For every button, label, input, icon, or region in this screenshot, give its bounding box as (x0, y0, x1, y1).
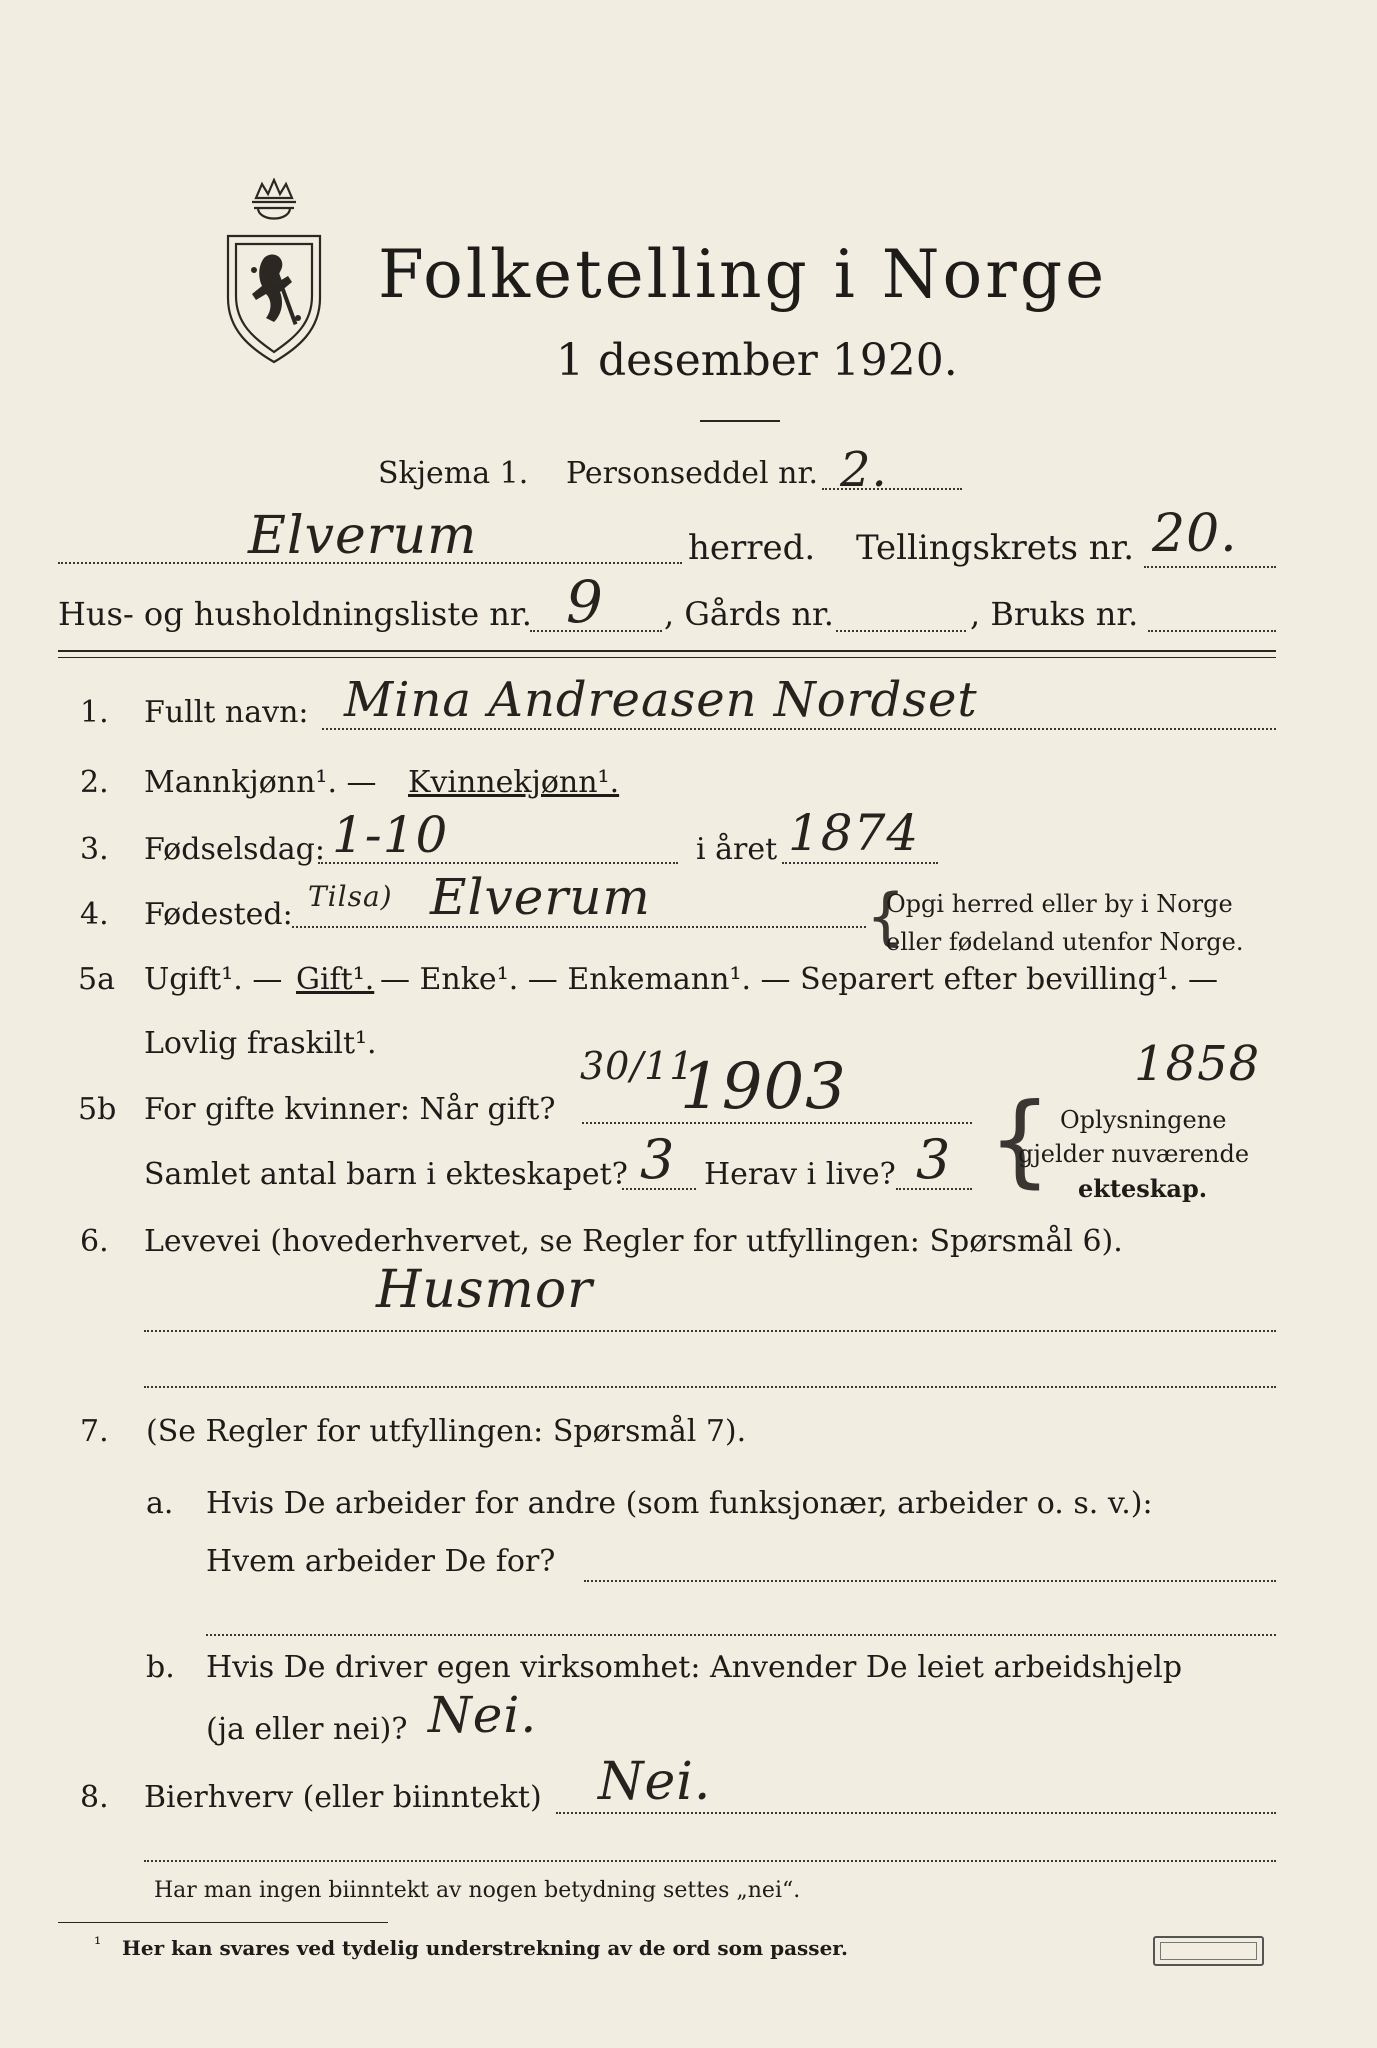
birth-year-field[interactable] (782, 862, 938, 864)
herred-label: herred. (688, 528, 816, 568)
q8-number: 8. (80, 1780, 109, 1815)
q7a-line1: Hvis De arbeider for andre (som funksjonær, arbeider o. s. v.): (206, 1486, 1153, 1521)
q4-note-1: Opgi herred eller by i Norge (886, 890, 1233, 918)
q5b-children-label: Samlet antal barn i ekteskapet? (144, 1157, 628, 1192)
side-income-value: Nei. (598, 1752, 712, 1812)
personseddel-label: Personseddel nr. (566, 456, 819, 491)
q4-number: 4. (80, 897, 109, 932)
married-year-value: 1903 (680, 1050, 847, 1124)
occupation-field-1[interactable] (144, 1330, 1276, 1332)
birthplace-value: Elverum (430, 868, 651, 926)
q6-number: 6. (80, 1224, 109, 1259)
header-rule-2 (58, 657, 1276, 658)
employer-field-1[interactable] (584, 1580, 1276, 1582)
census-date: 1 desember 1920. (556, 335, 958, 386)
birthplace-value-small: Tilsa) (308, 880, 393, 913)
full-name-value: Mina Andreasen Nordset (344, 672, 978, 728)
skjema-label: Skjema 1. (378, 456, 529, 491)
q4-brace: { (866, 880, 906, 953)
footer-note: Har man ingen biinntekt av nogen betydning settes „nei“. (154, 1878, 801, 1903)
q1-label: Fullt navn: (144, 695, 309, 730)
alive-value: 3 (916, 1128, 952, 1191)
tellingskrets-value: 20. (1152, 504, 1238, 564)
q7b-line2: (ja eller nei)? (206, 1712, 408, 1747)
q3-number: 3. (80, 832, 109, 867)
header-rule-1 (58, 650, 1276, 652)
form-title: Folketelling i Norge (378, 236, 1108, 313)
q1-number: 1. (80, 695, 109, 730)
tellingskrets-label: Tellingskrets nr. (856, 528, 1135, 568)
gards-field[interactable] (836, 630, 966, 632)
q5a-other-options[interactable]: — Enke¹. — Enkemann¹. — Separert efter bevilling¹. — (380, 962, 1218, 997)
q7b-line1: Hvis De driver egen virksomhet: Anvender De leiet arbeidshjelp (206, 1650, 1183, 1685)
personseddel-value: 2. (840, 442, 888, 498)
q4-note-2: eller fødeland utenfor Norge. (886, 928, 1244, 956)
q4-label: Fødested: (144, 897, 293, 932)
husholdningsliste-value: 9 (566, 568, 604, 636)
employer-field-2[interactable] (206, 1634, 1276, 1636)
q5b-note-3: ekteskap. (1078, 1174, 1208, 1203)
birth-year-label: i året (696, 832, 778, 867)
q5b-note-2: gjelder nuværende (1018, 1140, 1250, 1168)
footer-rule (58, 1922, 388, 1923)
husholdningsliste-label: Hus- og husholdningsliste nr. (58, 595, 532, 633)
printer-stamp (1153, 1936, 1264, 1966)
q5b-number: 5b (78, 1092, 117, 1127)
birthplace-field[interactable] (292, 926, 866, 928)
q5b-brace: { (988, 1081, 1052, 1198)
q5a-number: 5a (78, 962, 115, 997)
q8-label: Bierhverv (eller biinntekt) (144, 1780, 542, 1815)
children-value: 3 (640, 1128, 676, 1191)
footnote-mark: ¹ (94, 1934, 102, 1955)
herred-value: Elverum (248, 506, 478, 566)
occupation-field-2[interactable] (144, 1386, 1276, 1388)
q5a-unmarried-option[interactable]: Ugift¹. — (144, 962, 283, 997)
side-income-field-2[interactable] (144, 1860, 1276, 1862)
bruks-label: , Bruks nr. (970, 595, 1139, 633)
margin-year-value: 1858 (1134, 1036, 1261, 1092)
full-name-field[interactable] (322, 728, 1276, 730)
q5b-alive-label: Herav i live? (704, 1157, 896, 1192)
footnote-text: Her kan svares ved tydelig understrekning av de ord som passer. (122, 1936, 848, 1960)
gards-label: , Gårds nr. (664, 595, 834, 633)
q5b-note-1: Oplysningene (1060, 1106, 1227, 1134)
birthday-value: 1-10 (332, 806, 449, 864)
side-income-field[interactable] (556, 1812, 1276, 1814)
q5a-divorced-option[interactable]: Lovlig fraskilt¹. (144, 1026, 377, 1061)
coat-of-arms-icon (218, 178, 330, 368)
q5a-married-option[interactable]: Gift¹. (296, 962, 375, 997)
title-divider (700, 420, 780, 422)
hired-help-value: Nei. (428, 1686, 538, 1744)
q5b-married-label: For gifte kvinner: Når gift? (144, 1092, 556, 1127)
birth-year-value: 1874 (788, 804, 920, 862)
tellingskrets-field[interactable] (1144, 566, 1276, 568)
q2-number: 2. (80, 765, 109, 800)
q7a-line2: Hvem arbeider De for? (206, 1544, 556, 1579)
q2-male-option[interactable]: Mannkjønn¹. — (144, 765, 377, 800)
married-date-value: 30/11 (580, 1044, 695, 1088)
q7a-letter: a. (146, 1486, 174, 1521)
occupation-value: Husmor (376, 1260, 593, 1320)
q7-label: (Se Regler for utfyllingen: Spørsmål 7). (146, 1414, 747, 1449)
q6-label: Levevei (hovederhvervet, se Regler for utfyllingen: Spørsmål 6). (144, 1224, 1123, 1259)
q3-label: Fødselsdag: (144, 832, 325, 867)
bruks-field[interactable] (1148, 630, 1276, 632)
q7-number: 7. (80, 1414, 109, 1449)
q7b-letter: b. (146, 1650, 175, 1685)
q2-female-option[interactable]: Kvinnekjønn¹. (408, 765, 620, 800)
